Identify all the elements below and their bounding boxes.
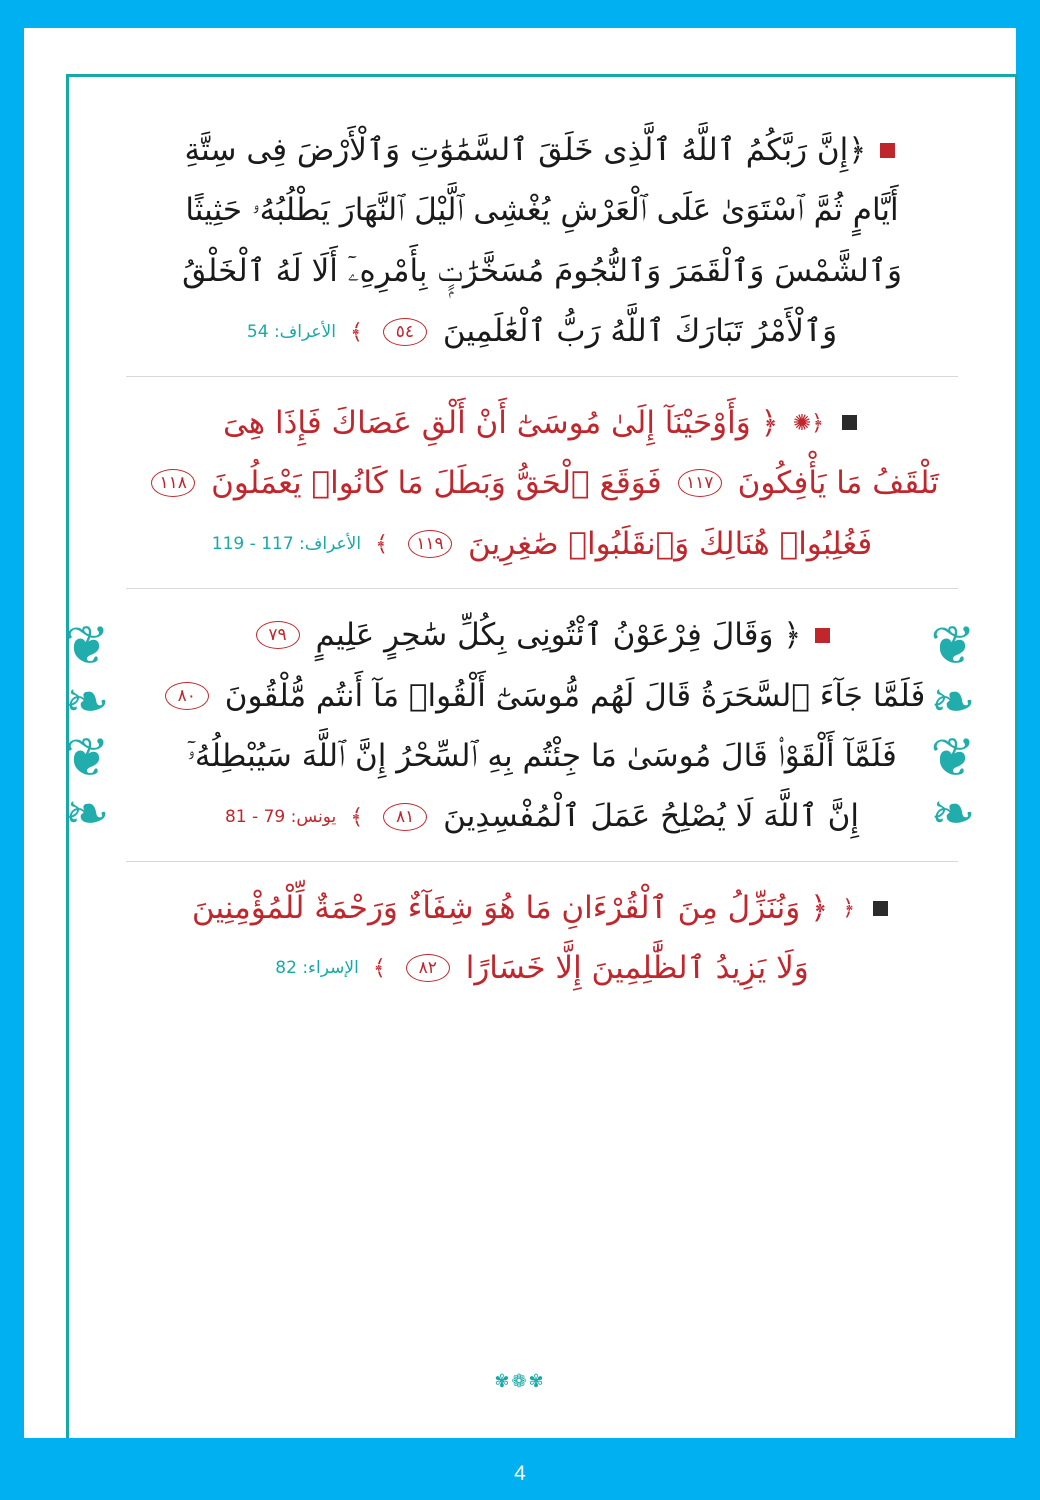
passage-marker-dark [873, 901, 888, 916]
passage-marker-red [880, 143, 895, 158]
verse-line-with-ref [120, 938, 964, 998]
aya-text: فَغُلِبُوا۟ هُنَالِكَ وَٱنقَلَبُوا۟ صَٰغِرِينَ [467, 525, 873, 562]
passage-marker-dark [842, 415, 857, 430]
aya-number-badge: ١١٩ [408, 530, 452, 558]
aya-text: أَيَّامٍ ثُمَّ ٱسْتَوَىٰ عَلَى ٱلْعَرْشِ يُغْشِى ٱلَّيْلَ ٱلنَّهَارَ يَطْلُبُهُۥ حَثِيثًا [185, 192, 899, 229]
star-ornament-icon: ﴿✺ [792, 409, 825, 435]
aya-text: وَٱلشَّمْسَ وَٱلْقَمَرَ وَٱلنُّجُومَ مُسَخَّرَٰتٍۭ بِأَمْرِهِۦٓ أَلَا لَهُ ٱلْخَلْقُ [182, 252, 902, 289]
aya-number-badge: ٨٠ [165, 682, 209, 710]
aya-number-badge: ١١٨ [151, 469, 195, 497]
flower-ornament-icon: ﴾ [372, 955, 386, 981]
aya-text: ﴿ وَأَوْحَيْنَآ إِلَىٰ مُوسَىٰٓ أَنْ أَلْقِ عَصَاكَ فَإِذَا هِىَ [222, 404, 779, 441]
page-number: 4 [514, 1462, 526, 1485]
verse-block-3 [120, 589, 964, 861]
verse-line-with-ref [120, 786, 964, 846]
bottom-ornament-icon: ✾❁✾ [494, 1371, 546, 1391]
passage-marker-red [815, 628, 830, 643]
verse-line-with-ref [120, 514, 964, 574]
flower-ornament-icon: ﴿ [842, 895, 856, 921]
verse-line [120, 605, 964, 665]
right-floral-ornament-icon: ❦ ❧ ❦ ❧ [930, 618, 976, 844]
verse-line [120, 666, 964, 726]
flower-ornament-icon: ﴾ [350, 803, 364, 829]
aya-number-badge: ٨١ [383, 803, 427, 831]
aya-number-badge: ٨٢ [406, 954, 450, 982]
page-paper [24, 28, 1016, 1438]
verses-container [86, 92, 998, 1430]
aya-text: فَلَمَّا جَآءَ ٱلسَّحَرَةُ قَالَ لَهُم مُّوسَىٰٓ أَلْقُوا۟ مَآ أَنتُم مُّلْقُونَ [224, 677, 926, 714]
aya-text: وَٱلْأَمْرُ تَبَارَكَ ٱللَّهُ رَبُّ ٱلْعَٰلَمِينَ [442, 313, 838, 350]
verse-block-4 [120, 862, 964, 1013]
aya-number-badge: ٧٩ [256, 621, 300, 649]
verse-block-2 [120, 377, 964, 588]
flower-ornament-icon: ﴾ [349, 318, 363, 344]
aya-text: فَلَمَّآ أَلْقَوْا۟ قَالَ مُوسَىٰ مَا جِئْتُم بِهِ ٱلسِّحْرُ إِنَّ ٱللَّهَ سَيُبْطِلُهُۥٓ [187, 737, 897, 774]
verse-line [120, 453, 964, 513]
verse-block-1 [120, 104, 964, 376]
aya-number-badge: ١١٧ [678, 469, 722, 497]
verse-line-with-ref [120, 301, 964, 361]
aya-text: فَوَقَعَ ٱلْحَقُّ وَبَطَلَ مَا كَانُوا۟ يَعْمَلُونَ [211, 465, 662, 502]
verse-line [120, 878, 964, 938]
aya-text: إِنَّ ٱللَّهَ لَا يُصْلِحُ عَمَلَ ٱلْمُفْسِدِينَ [443, 798, 860, 835]
aya-text: ﴿ وَنُنَزِّلُ مِنَ ٱلْقُرْءَانِ مَا هُوَ شِفَآءٌ وَرَحْمَةٌ لِّلْمُؤْمِنِينَ [191, 889, 829, 926]
surah-reference: الأعراف: 54 [246, 321, 336, 342]
surah-reference: يونس: 79 - 81 [224, 806, 337, 827]
aya-text: ﴿ وَقَالَ فِرْعَوْنُ ٱئْتُونِى بِكُلِّ سَٰحِرٍ عَلِيمٍ [315, 617, 802, 654]
aya-text: وَلَا يَزِيدُ ٱلظَّٰلِمِينَ إِلَّا خَسَارًا [465, 950, 809, 987]
left-floral-ornament-icon: ❦ ❧ ❦ ❧ [64, 618, 110, 844]
aya-number-badge: ٥٤ [383, 318, 427, 346]
verse-line [120, 120, 964, 180]
verse-line [120, 393, 964, 453]
aya-text: ﴿إِنَّ رَبَّكُمُ ٱللَّهُ ٱلَّذِى خَلَقَ ٱلسَّمَٰوَٰتِ وَٱلْأَرْضَ فِى سِتَّةِ [184, 132, 867, 168]
surah-reference: الإسراء: 82 [275, 958, 359, 979]
aya-text: تَلْقَفُ مَا يَأْفِكُونَ [737, 465, 939, 502]
flower-ornament-icon: ﴾ [375, 530, 388, 556]
surah-reference: الأعراف: 117 - 119 [211, 533, 362, 554]
